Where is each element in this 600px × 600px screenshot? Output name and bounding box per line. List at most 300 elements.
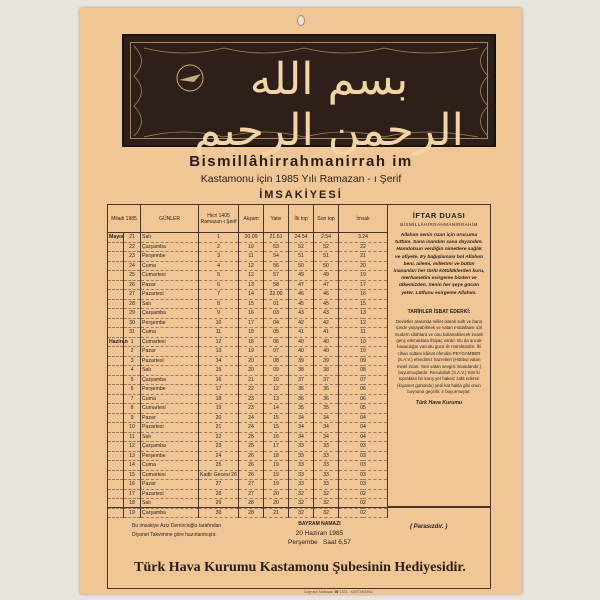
date-cell: 23 — [124, 252, 141, 262]
aksam-cell: 27 — [239, 489, 264, 499]
hicri-cell: 2 — [199, 242, 239, 252]
bayram-header: BAYRAM NAMAZI — [298, 521, 341, 527]
punch-hole — [297, 15, 305, 26]
yatsi-cell: 56 — [264, 261, 289, 271]
aksam-cell: 13 — [239, 280, 264, 290]
aksam-cell: 12 — [239, 261, 264, 271]
hicri-cell: 19 — [199, 404, 239, 414]
day-cell: Cuma — [141, 394, 199, 404]
date-cell: 3 — [124, 356, 141, 366]
imsak-cell: 22 — [339, 242, 388, 252]
hicri-cell: 12 — [199, 337, 239, 347]
imsak-cell: 04 — [339, 432, 388, 442]
table-row — [108, 309, 388, 319]
preparer-line-2: Diyanet Takvimine göre hazırlanmıştır. — [132, 532, 217, 538]
table-row — [108, 299, 388, 309]
imsak-cell: 17 — [339, 280, 388, 290]
hicri-cell: 16 — [199, 375, 239, 385]
date-cell: 5 — [124, 375, 141, 385]
imsak-cell: 03 — [339, 470, 388, 480]
day-cell: Çarşamba — [141, 309, 199, 319]
date-cell: 22 — [124, 242, 141, 252]
imsak-cell: 04 — [339, 413, 388, 423]
subtitle: Kastamonu için 1985 Yılı Ramazan - ı Şerif — [200, 173, 402, 185]
date-cell: 2 — [124, 347, 141, 357]
son-top-cell: 40 — [314, 347, 339, 357]
date-cell: 1 — [124, 337, 141, 347]
month-cell — [108, 413, 124, 423]
day-cell: Salı — [141, 499, 199, 509]
yatsi-cell: 17 — [264, 442, 289, 452]
yatsi-cell: 18 — [264, 451, 289, 461]
iftar-panel — [387, 204, 491, 507]
aksam-cell: 20 — [239, 356, 264, 366]
hicri-cell: 28 — [199, 489, 239, 499]
month-cell — [108, 318, 124, 328]
day-cell: Cumartesi — [141, 470, 199, 480]
aksam-cell: 27 — [239, 480, 264, 490]
son-top-cell: 33 — [314, 461, 339, 471]
day-cell: Pazar — [141, 413, 199, 423]
aksam-cell: 26 — [239, 451, 264, 461]
printer-credit: Doğruyol Matbaası ☎ 1874 - KASTAMONU — [304, 590, 373, 594]
ilk-top-cell: 35 — [289, 404, 314, 414]
month-cell: Haziran — [109, 338, 128, 345]
hicri-cell: 4 — [199, 261, 239, 271]
aksam-cell: 28 — [239, 499, 264, 509]
day-cell: Cuma — [141, 261, 199, 271]
aksam-cell: 10 — [239, 242, 264, 252]
aksam-cell: 19 — [239, 347, 264, 357]
ilk-top-cell: 33 — [289, 442, 314, 452]
son-top-cell: 51 — [314, 252, 339, 262]
hicri-cell: 8 — [199, 299, 239, 309]
imsak-cell: 15 — [339, 299, 388, 309]
son-top-cell: 32 — [314, 489, 339, 499]
yatsi-cell: 08 — [264, 356, 289, 366]
bayram-date: 20 Haziran 1985 — [295, 530, 344, 537]
col-gunler: GÜNLER — [141, 205, 199, 233]
hicri-cell: 17 — [199, 385, 239, 395]
son-top-cell: 43 — [314, 309, 339, 319]
month-cell — [108, 309, 124, 319]
hicri-cell: 30 — [199, 508, 239, 518]
month-cell — [108, 252, 124, 262]
iftar-subheader: BİSMİLLÂHİRRAHMANİRRAHİM — [400, 222, 478, 227]
gift-line: Türk Hava Kurumu Kastamonu Şubesinin Hediyesidir. — [134, 560, 466, 575]
date-cell: 9 — [124, 413, 141, 423]
hicri-cell: 9 — [199, 309, 239, 319]
aksam-cell: 24 — [239, 413, 264, 423]
month-cell — [108, 271, 124, 281]
history-header: TARİHLER İSBAT EDERKİ: — [407, 308, 471, 315]
col-miladi: Miladi 1985 — [108, 205, 141, 233]
bayram-namazi — [288, 520, 351, 547]
imsak-cell: 12 — [339, 318, 388, 328]
date-cell: 21 — [124, 233, 141, 243]
month-cell — [108, 432, 124, 442]
aksam-cell: 23 — [239, 394, 264, 404]
table-row — [108, 385, 388, 395]
day-cell: Salı — [141, 233, 199, 243]
imsak-cell: 3.24 — [339, 233, 388, 243]
aksam-cell: 20.09 — [239, 233, 264, 243]
ilk-top-cell: 36 — [289, 385, 314, 395]
ilk-top-cell: 40 — [289, 337, 314, 347]
month-cell — [108, 394, 124, 404]
hicri-cell: 29 — [199, 499, 239, 509]
hicri-cell: 15 — [199, 366, 239, 376]
imsak-cell: 06 — [339, 385, 388, 395]
yatsi-cell: 05 — [264, 328, 289, 338]
hicri-cell: 11 — [199, 328, 239, 338]
hicri-cell: 25 — [199, 461, 239, 471]
date-cell: 18 — [124, 499, 141, 509]
imsak-cell: 08 — [339, 366, 388, 376]
day-cell: Pazar — [141, 480, 199, 490]
ilk-top-cell: 34 — [289, 413, 314, 423]
preparer-line-1: Bu imsakiye Aziz Demircioğlu tarafından — [132, 523, 222, 529]
son-top-cell: 41 — [314, 328, 339, 338]
col-yatsi: Yatsı — [264, 205, 289, 233]
ilk-top-cell: 36 — [289, 394, 314, 404]
aksam-cell: 28 — [239, 508, 264, 518]
ilk-top-cell: 39 — [289, 356, 314, 366]
hicri-cell: 3 — [199, 252, 239, 262]
yatsi-cell: 14 — [264, 404, 289, 414]
bayram-day: Perşembe — [288, 539, 318, 546]
month-cell — [108, 423, 124, 433]
month-cell — [108, 461, 124, 471]
day-cell: Cuma — [141, 328, 199, 338]
son-top-cell: 37 — [314, 375, 339, 385]
day-cell: Çarşamba — [141, 508, 199, 518]
panel-signature: Türk Hava Kurumu — [415, 399, 463, 406]
day-cell: Cumartesi — [141, 271, 199, 281]
date-cell: 6 — [124, 385, 141, 395]
yatsi-cell: 10 — [264, 375, 289, 385]
yatsi-cell: 22.00 — [264, 290, 289, 300]
day-cell: Pazar — [141, 347, 199, 357]
day-cell: Çarşamba — [141, 375, 199, 385]
col-aksam: Akşam — [239, 205, 264, 233]
imsak-cell: 03 — [339, 442, 388, 452]
date-cell: 7 — [124, 394, 141, 404]
ilk-top-cell: 46 — [289, 290, 314, 300]
day-cell: Perşembe — [141, 318, 199, 328]
yatsi-cell: 13 — [264, 394, 289, 404]
imsak-cell: 02 — [339, 489, 388, 499]
ilk-top-cell: 33 — [289, 470, 314, 480]
yatsi-cell: 15 — [264, 413, 289, 423]
ilk-top-cell: 32 — [289, 508, 314, 518]
imsak-cell: 02 — [339, 508, 388, 518]
basmala-calligraphy: بسم الله الرحمن الرحيم — [194, 54, 464, 156]
calligraphy-banner — [122, 34, 496, 156]
table-row — [108, 442, 388, 452]
col-hicri: Hicri 1405 Ramazan-ı Şerif — [199, 205, 239, 233]
son-top-cell: 36 — [314, 385, 339, 395]
month-cell — [108, 385, 124, 395]
date-cell: 4 — [124, 366, 141, 376]
aksam-cell: 14 — [239, 290, 264, 300]
imsak-cell: 06 — [339, 394, 388, 404]
son-top-cell: 33 — [314, 480, 339, 490]
yatsi-cell: 07 — [264, 347, 289, 357]
yatsi-cell: 09 — [264, 366, 289, 376]
yatsi-cell: 57 — [264, 271, 289, 281]
yatsi-cell: 12 — [264, 385, 289, 395]
day-cell: Salı — [141, 299, 199, 309]
ilk-top-cell: 51 — [289, 252, 314, 262]
day-cell: Cuma — [141, 461, 199, 471]
yatsi-cell: 19 — [264, 480, 289, 490]
ilk-top-cell: 37 — [289, 375, 314, 385]
day-cell: Pazartesi — [141, 356, 199, 366]
aksam-cell: 25 — [239, 432, 264, 442]
table-row — [108, 461, 388, 471]
iftar-duasi-header: İFTAR DUASI — [412, 211, 466, 220]
aksam-cell: 26 — [239, 470, 264, 480]
son-top-cell: 34 — [314, 423, 339, 433]
yatsi-cell: 21.51 — [264, 233, 289, 243]
yatsi-cell: 03 — [264, 309, 289, 319]
yatsi-cell: 21 — [264, 508, 289, 518]
son-top-cell: 46 — [314, 290, 339, 300]
imsak-cell: 10 — [339, 337, 388, 347]
day-cell: Pazartesi — [141, 290, 199, 300]
table-row — [108, 366, 388, 376]
hicri-cell: 13 — [199, 347, 239, 357]
ilk-top-cell: 34 — [289, 432, 314, 442]
ilk-top-cell: 33 — [289, 480, 314, 490]
month-cell — [108, 375, 124, 385]
date-cell: 14 — [124, 461, 141, 471]
bottom-section — [107, 507, 491, 589]
col-imsak: İmsak — [339, 205, 388, 233]
hicri-cell: 7 — [199, 290, 239, 300]
month-cell: Mayıs — [109, 234, 124, 241]
son-top-cell: 38 — [314, 366, 339, 376]
month-cell — [108, 347, 124, 357]
son-top-cell: 47 — [314, 280, 339, 290]
day-cell: Pazartesi — [141, 489, 199, 499]
month-cell — [108, 470, 124, 480]
hicri-cell: 20 — [199, 413, 239, 423]
son-top-cell: 33 — [314, 470, 339, 480]
month-cell — [108, 261, 124, 271]
imsak-cell: 03 — [339, 480, 388, 490]
imsak-cell: 02 — [339, 499, 388, 509]
aksam-cell: 18 — [239, 337, 264, 347]
free-note: ( Parasızdır. ) — [410, 524, 448, 530]
preparer-note — [132, 522, 221, 540]
ilk-top-cell: 43 — [289, 309, 314, 319]
date-cell: 16 — [124, 480, 141, 490]
table-row — [108, 271, 388, 281]
month-cell — [108, 299, 124, 309]
iftar-prayer: Allahım senin rızan için orucumu tuttum. Sana inandım sana dayandım. Hamdolsun verdiğin nimetlere sağlık ve afiyete. Ey bağışlaması bol Allahım beni, ailemi, milletimi ve bütün inananları her türlü kötülüklerden koru, merhametini esirgeme bizden ve ülkemizden. Senin her şeye gücün yeter. Lütfunu esirgeme Allahım. — [393, 233, 485, 296]
ilk-top-cell: 41 — [289, 328, 314, 338]
history-text: Devletler arasında millet olarak sulh ve barış içinde yaşayabilmek ve vatan müdafaası için modern silahlara ve onu kullanabilecek imanlı genç elemanlara ihtiyaç vardır. Bu da ancak havacılığın vücudu gücü ile mümkündür. İki cihan sultanı kâinat efendisi PEYGAMBER (S.A.V.) efendimiz hazretleri (Hübbul vatan minel iman. Yani vatan sevgisi imandandır.) buyurmuşlardır. Resulullah (S.A.V.) Kim ki topraktan bir karış yer hakeiz zabt ederse (kıyamet gününde) yedi kat hakla gibi onun boynuna geçirilir. ir buyurmuştur. — [394, 318, 484, 395]
table-row — [108, 480, 388, 490]
hicri-cell: 24 — [199, 451, 239, 461]
yatsi-cell: 54 — [264, 252, 289, 262]
date-cell: 13 — [124, 451, 141, 461]
aksam-cell: 11 — [239, 252, 264, 262]
ilk-top-cell: 38 — [289, 366, 314, 376]
son-top-cell: 32 — [314, 508, 339, 518]
table-row — [108, 347, 388, 357]
day-cell: Çarşamba — [141, 442, 199, 452]
ilk-top-cell: 34 — [289, 423, 314, 433]
yatsi-cell: 19 — [264, 461, 289, 471]
imsak-cell: 10 — [339, 347, 388, 357]
son-top-cell: 32 — [314, 499, 339, 509]
table-row — [108, 242, 388, 252]
date-cell: 19 — [124, 508, 141, 518]
yatsi-cell: 06 — [264, 337, 289, 347]
table-row — [108, 356, 388, 366]
aksam-cell: 22 — [239, 385, 264, 395]
hicri-cell: 21 — [199, 423, 239, 433]
aksam-cell: 24 — [239, 423, 264, 433]
table-row — [108, 375, 388, 385]
ilk-top-cell: 33 — [289, 461, 314, 471]
imsakiye-table — [107, 204, 388, 518]
aksam-cell: 17 — [239, 318, 264, 328]
day-cell: Pazartesi — [141, 423, 199, 433]
hicri-cell: 18 — [199, 394, 239, 404]
date-cell: 28 — [124, 299, 141, 309]
aksam-cell: 21 — [239, 375, 264, 385]
ilk-top-cell: 45 — [289, 299, 314, 309]
date-cell: 29 — [124, 309, 141, 319]
imsakiye-sheet — [80, 8, 522, 594]
yatsi-cell: 20 — [264, 499, 289, 509]
month-cell — [108, 356, 124, 366]
imsak-cell: 03 — [339, 451, 388, 461]
ilk-top-cell: 52 — [289, 242, 314, 252]
yatsi-cell: 04 — [264, 318, 289, 328]
hicri-cell: 10 — [199, 318, 239, 328]
yatsi-cell: 53 — [264, 242, 289, 252]
son-top-cell: 2.54 — [314, 233, 339, 243]
son-top-cell: 39 — [314, 356, 339, 366]
day-cell: Perşembe — [141, 451, 199, 461]
son-top-cell: 40 — [314, 337, 339, 347]
date-cell: 25 — [124, 271, 141, 281]
imsak-cell: 21 — [339, 252, 388, 262]
ilk-top-cell: 32 — [289, 489, 314, 499]
date-cell: 31 — [124, 328, 141, 338]
aksam-cell: 12 — [239, 271, 264, 281]
table-row — [108, 413, 388, 423]
day-cell: Perşembe — [141, 252, 199, 262]
ilk-top-cell: 42 — [289, 318, 314, 328]
month-cell — [108, 328, 124, 338]
table-row — [108, 451, 388, 461]
month-cell — [108, 404, 124, 414]
table-row — [108, 280, 388, 290]
imsak-cell: 13 — [339, 309, 388, 319]
day-cell: Cumartesi — [141, 404, 199, 414]
date-cell: 12 — [124, 442, 141, 452]
hicri-cell: 6 — [199, 280, 239, 290]
month-cell — [108, 242, 124, 252]
son-top-cell: 33 — [314, 442, 339, 452]
table-row — [108, 328, 388, 338]
day-cell: Salı — [141, 366, 199, 376]
hicri-cell: 5 — [199, 271, 239, 281]
yatsi-cell: 16 — [264, 432, 289, 442]
table-header-row — [108, 205, 388, 233]
table-row — [108, 233, 388, 243]
month-cell — [108, 489, 124, 499]
date-cell: 10 — [124, 423, 141, 433]
day-cell: Cumartesi — [141, 337, 199, 347]
imsak-cell: 09 — [339, 356, 388, 366]
col-ilk-top: İlk top — [289, 205, 314, 233]
table-body — [108, 233, 388, 518]
son-top-cell: 50 — [314, 261, 339, 271]
table-row — [108, 261, 388, 271]
son-top-cell: 45 — [314, 299, 339, 309]
day-cell: Pazar — [141, 280, 199, 290]
date-cell: 27 — [124, 290, 141, 300]
table-row — [108, 252, 388, 262]
ilk-top-cell: 49 — [289, 271, 314, 281]
yatsi-cell: 19 — [264, 470, 289, 480]
date-cell: 15 — [124, 470, 141, 480]
day-cell: Perşembe — [141, 385, 199, 395]
hicri-cell: 1 — [199, 233, 239, 243]
son-top-cell: 52 — [314, 242, 339, 252]
table-row — [108, 290, 388, 300]
hicri-cell: 23 — [199, 442, 239, 452]
table-row — [108, 470, 388, 480]
yatsi-cell: 15 — [264, 423, 289, 433]
aksam-cell: 20 — [239, 366, 264, 376]
yatsi-cell: 58 — [264, 280, 289, 290]
table-row — [108, 489, 388, 499]
hicri-cell: 27 — [199, 480, 239, 490]
yatsi-cell: 20 — [264, 489, 289, 499]
day-cell: Salı — [141, 432, 199, 442]
day-cell: Çarşamba — [141, 242, 199, 252]
son-top-cell: 42 — [314, 318, 339, 328]
imsak-cell: 20 — [339, 261, 388, 271]
son-top-cell: 35 — [314, 404, 339, 414]
hicri-cell: 22 — [199, 432, 239, 442]
imsak-cell: 19 — [339, 271, 388, 281]
month-cell — [108, 290, 124, 300]
bayram-time: Saat 6,57 — [323, 539, 351, 546]
hicri-cell: Kadir Gecesi 26 — [200, 471, 237, 478]
son-top-cell: 34 — [314, 413, 339, 423]
table-row — [108, 423, 388, 433]
ilk-top-cell: 32 — [289, 499, 314, 509]
date-cell: 24 — [124, 261, 141, 271]
date-cell: 8 — [124, 404, 141, 414]
imsak-cell: 11 — [339, 328, 388, 338]
yatsi-cell: 01 — [264, 299, 289, 309]
aksam-cell: 23 — [239, 404, 264, 414]
col-son-top: Son top — [314, 205, 339, 233]
ilk-top-cell: 50 — [289, 261, 314, 271]
aksam-cell: 25 — [239, 442, 264, 452]
imsak-cell: 03 — [339, 461, 388, 471]
